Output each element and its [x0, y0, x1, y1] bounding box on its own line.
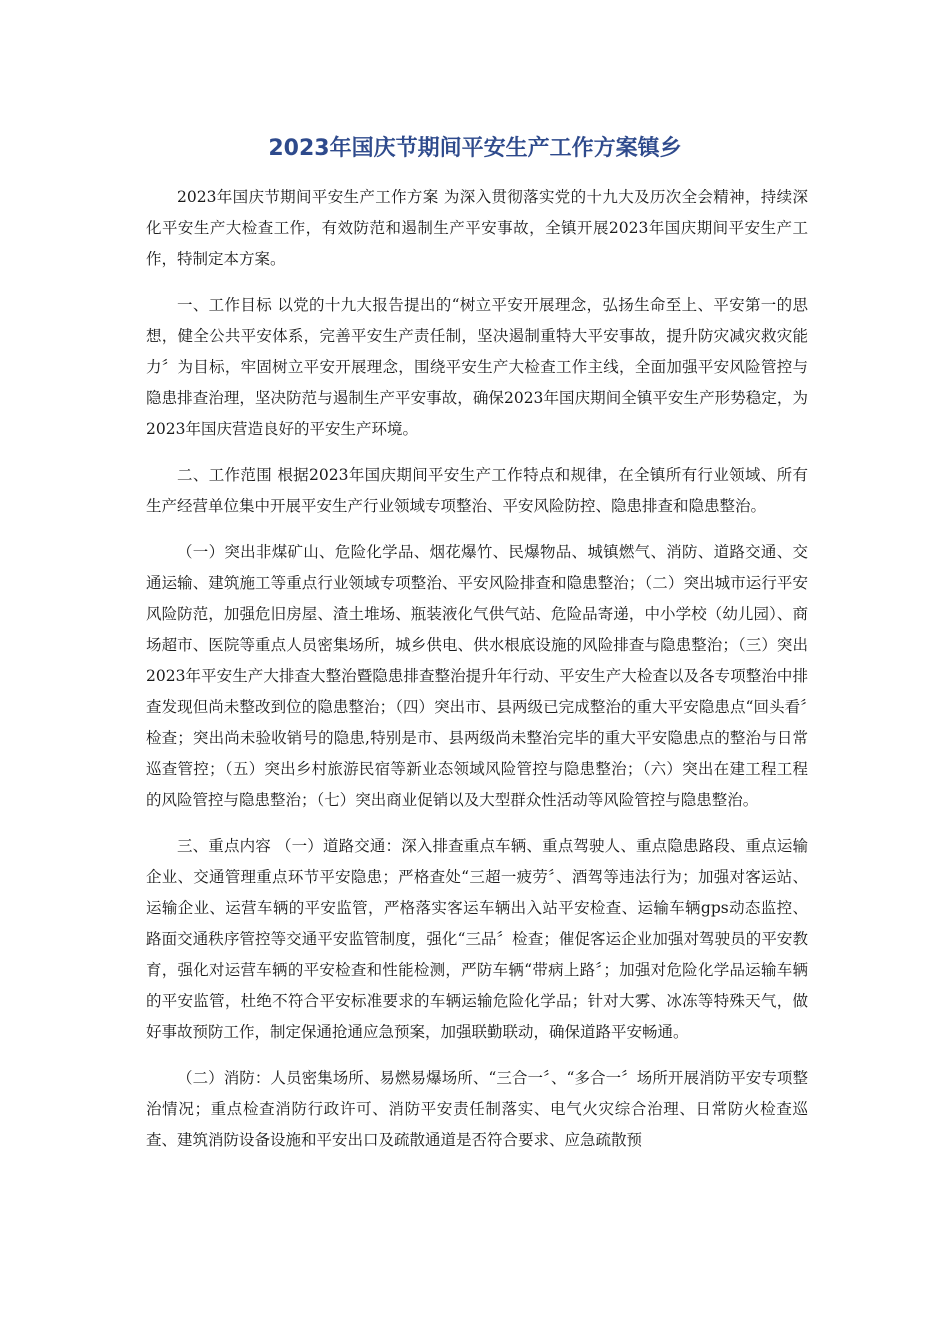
paragraph-scope-items: （一）突出非煤矿山、危险化学品、烟花爆竹、民爆物品、城镇燃气、消防、道路交通、交通运输、建筑施工等重点行业领域专项整治、平安风险排查和隐患整治；（二）突出城市运行平安风险防范，加强危旧房屋、渣土堆场、瓶装液化气供气站、危险品寄递，中小学校（幼儿园）、商场超市、医院等重点人员密集场所，城乡供电、供水根底设施的风险排查与隐患整治；（三）突出2023年平安生产大排查大整治暨隐患排查整治提升年行动、平安生产大检查以及各专项整治中排查发现但尚未整改到位的隐患整治；（四）突出市、县两级已完成整治的重大平安隐患点“回头看〞检查；突出尚未验收销号的隐患,特别是市、县两级尚未整治完毕的重大平安隐患点的整治与日常巡查管控；（五）突出乡村旅游民宿等新业态领域风险管控与隐患整治；（六）突出在建工程工程的风险管控与隐患整治；（七）突出商业促销以及大型群众性活动等风险管控与隐患整治。 — [146, 543, 808, 809]
paragraph-work-goal: 一、工作目标 以党的十九大报告提出的“树立平安开展理念，弘扬生命至上、平安第一的思想，健全公共平安体系，完善平安生产责任制，坚决遏制重特大平安事故，提升防灾减灾救灾能力〞为目标，牢固树立平安开展理念，围绕平安生产大检查工作主线，全面加强平安风险管控与隐患排查治理，坚决防范与遏制生产平安事故，确保2023年国庆期间全镇平安生产形势稳定，为2023年国庆营造良好的平安生产环境。 — [146, 296, 808, 438]
paragraph-work-scope: 二、工作范围 根据2023年国庆期间平安生产工作特点和规律，在全镇所有行业领域、所有生产经营单位集中开展平安生产行业领域专项整治、平安风险防控、隐患排查和隐患整治。 — [146, 466, 808, 515]
document-body — [146, 182, 808, 1171]
paragraph-fire-safety: （二）消防：人员密集场所、易燃易爆场所、“三合一〞、“多合一〞场所开展消防平安专项整治情况；重点检查消防行政许可、消防平安责任制落实、电气火灾综合治理、日常防火检查巡查、建筑消防设备设施和平安出口及疏散通道是否符合要求、应急疏散预 — [146, 1069, 808, 1149]
paragraph-intro: 2023年国庆节期间平安生产工作方案 为深入贯彻落实党的十九大及历次全会精神，持续深化平安生产大检查工作，有效防范和遏制生产平安事故，全镇开展2023年国庆期间平安生产工作，特制定本方案。 — [146, 188, 808, 268]
document-title: 2023年国庆节期间平安生产工作方案镇乡 — [268, 136, 682, 161]
paragraph-key-content-road: 三、重点内容 （一）道路交通：深入排查重点车辆、重点驾驶人、重点隐患路段、重点运输企业、交通管理重点环节平安隐患；严格查处“三超一疲劳〞、酒驾等违法行为；加强对客运站、运输企业、运营车辆的平安监管，严格落实客运车辆出入站平安检查、运输车辆gps动态监控、路面交通秩序管控等交通平安监管制度，强化“三品〞检查；催促客运企业加强对驾驶员的平安教育，强化对运营车辆的平安检查和性能检测，严防车辆“带病上路〞；加强对危险化学品运输车辆的平安监管，杜绝不符合平安标准要求的车辆运输危险化学品；针对大雾、冰冻等特殊天气，做好事故预防工作，制定保通抢通应急预案，加强联勤联动，确保道路平安畅通。 — [146, 837, 808, 1041]
